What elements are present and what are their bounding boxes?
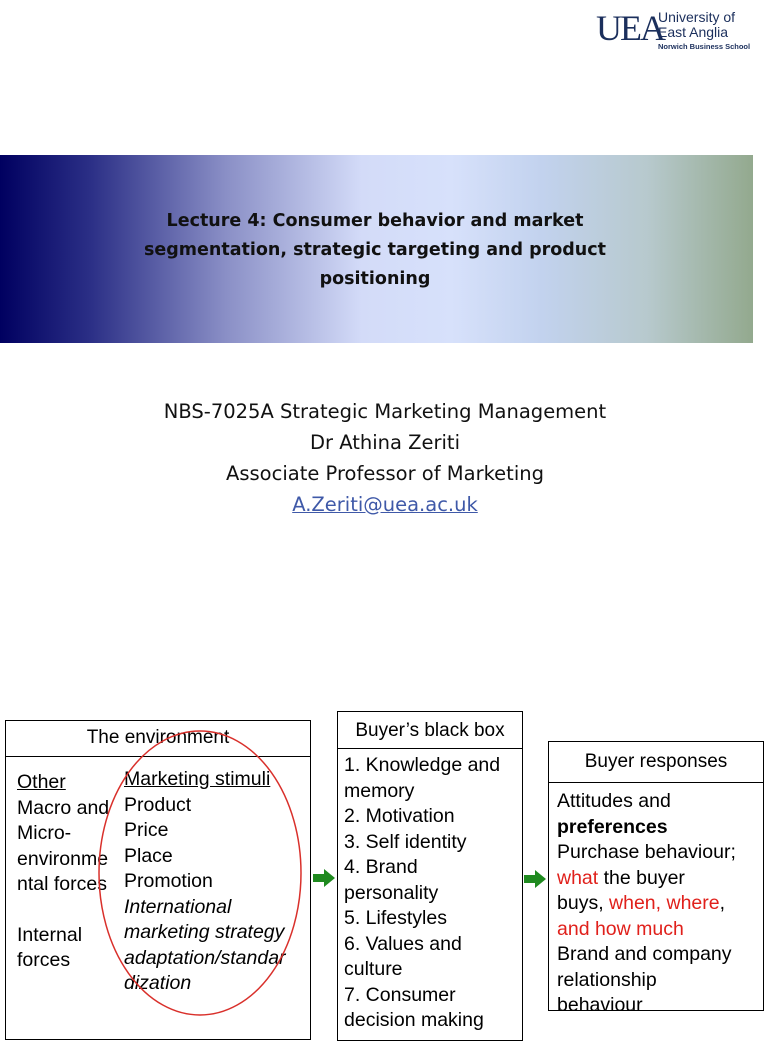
text-comma: , [719, 892, 726, 914]
response-line: behaviour [557, 994, 643, 1016]
course-info [60, 396, 710, 520]
black-box-title: Buyer’s black box [338, 712, 522, 749]
response-line: Brand and company [557, 943, 732, 965]
list-item: 5. Lifestyles [344, 907, 447, 929]
list-item: 4. Brand [344, 856, 418, 878]
arrow-right-icon [524, 870, 546, 888]
highlight-when-where: when, where [609, 892, 720, 914]
course-name: NBS-7025A Strategic Marketing Management [163, 400, 607, 423]
list-item: 3. Self identity [344, 830, 467, 853]
list-item: 7. Consumer [344, 983, 456, 1006]
red-ellipse-annotation [96, 728, 304, 1018]
logo-university-of: University of [658, 9, 736, 25]
highlight-how-much: and how much [557, 917, 684, 940]
black-box-list [344, 753, 500, 1034]
marketing-stimuli-heading: Marketing stimuli [124, 768, 271, 790]
university-logo [596, 8, 768, 60]
env-line: environme [17, 847, 109, 870]
arrow-right-icon [313, 869, 335, 887]
responses-title: Buyer responses [549, 742, 763, 783]
text-the-buyer: the buyer [598, 866, 685, 889]
logo-school: Norwich Business School [658, 42, 751, 51]
buyers-black-box [337, 711, 523, 1041]
env-line: Macro and [17, 796, 110, 819]
env-line: Micro- [17, 822, 72, 844]
internal-line: Internal [17, 923, 83, 946]
buyer-responses-box [548, 741, 764, 1016]
list-item: 1. Knowledge and [344, 754, 501, 776]
response-line: preferences [557, 815, 668, 838]
logo-mark: UEA [596, 8, 664, 48]
list-item: 6. Values and [344, 932, 462, 955]
lecture-title: Lecture 4: Consumer behavior and market segmentation, strategic targeting and product positioning [143, 211, 606, 289]
response-line: Attitudes and [557, 790, 671, 812]
internal-line: forces [17, 949, 71, 971]
stimulus-item: Price [124, 819, 169, 841]
lecturer-role: Associate Professor of Marketing [226, 462, 544, 485]
other-heading: Other [17, 771, 66, 793]
logo-east-anglia: East Anglia [658, 24, 729, 40]
email-link[interactable]: A.Zeriti@uea.ac.uk [292, 493, 478, 516]
list-item: culture [344, 958, 403, 980]
strategy-line: International [124, 895, 232, 918]
title-banner [0, 155, 753, 343]
strategy-line: marketing strategy [124, 921, 285, 943]
response-line [557, 866, 736, 892]
stimulus-item: Place [124, 844, 173, 867]
strategy-line: dization [124, 972, 192, 994]
response-line: Purchase behaviour; [557, 841, 736, 863]
list-item: personality [344, 881, 439, 904]
response-line: relationship [557, 968, 657, 991]
environment-title: The environment [6, 721, 310, 757]
lecturer-name: Dr Athina Zeriti [309, 431, 460, 454]
list-item: decision making [344, 1009, 484, 1031]
stimulus-item: Product [124, 793, 192, 816]
list-item: 2. Motivation [344, 805, 455, 827]
responses-text [557, 789, 736, 1019]
env-line: ntal forces [17, 873, 107, 895]
stimulus-item: Promotion [124, 870, 213, 892]
strategy-line: adaptation/standar [124, 946, 286, 969]
list-item: memory [344, 779, 415, 802]
response-line [557, 891, 736, 917]
text-buys: buys, [557, 892, 610, 914]
highlight-what: what [557, 866, 599, 889]
